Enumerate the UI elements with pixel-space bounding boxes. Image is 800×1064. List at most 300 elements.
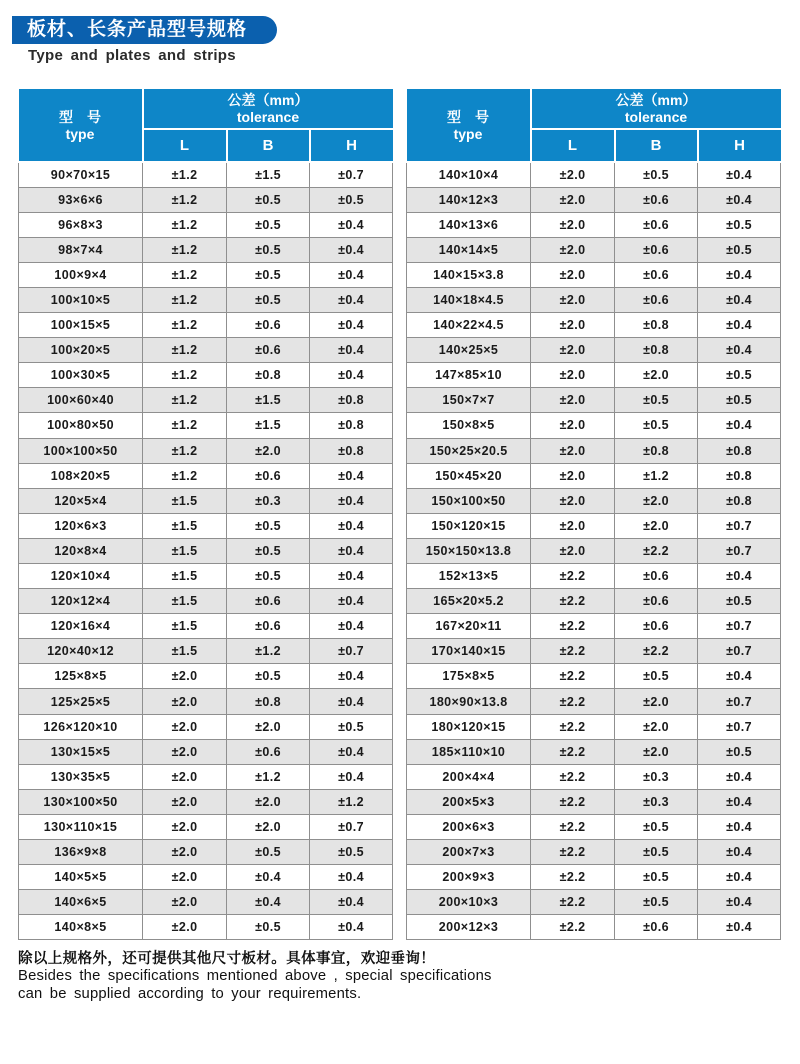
model-cell: 200×4×4	[407, 764, 531, 789]
model-cell: 150×150×13.8	[407, 538, 531, 563]
table-row	[407, 564, 781, 589]
tolerance-cell: ±1.5	[143, 639, 227, 664]
tolerance-cell: ±0.5	[227, 538, 310, 563]
tolerance-cell: ±2.0	[531, 463, 615, 488]
tolerance-cell: ±1.5	[227, 388, 310, 413]
table-row	[407, 614, 781, 639]
model-cell: 150×8×5	[407, 413, 531, 438]
tolerance-cell: ±2.0	[615, 714, 698, 739]
model-cell: 175×8×5	[407, 664, 531, 689]
model-cell: 185×110×10	[407, 739, 531, 764]
header-cell-tolerance	[143, 89, 393, 129]
tolerance-cell: ±2.0	[615, 363, 698, 388]
table-row	[19, 438, 393, 463]
tolerance-cell: ±2.0	[531, 338, 615, 363]
table-row	[19, 865, 393, 890]
table-row	[407, 840, 781, 865]
tolerance-cell: ±0.8	[310, 438, 393, 463]
model-cell: 150×45×20	[407, 463, 531, 488]
table-row	[19, 287, 393, 312]
model-cell: 200×6×3	[407, 814, 531, 839]
tolerance-cell: ±0.4	[698, 764, 781, 789]
header-type-zh: 型 号	[59, 108, 101, 125]
table-row	[407, 639, 781, 664]
model-cell: 93×6×6	[19, 187, 143, 212]
tolerance-cell: ±0.4	[310, 313, 393, 338]
table-row	[19, 338, 393, 363]
model-cell: 100×80×50	[19, 413, 143, 438]
tolerance-cell: ±2.2	[531, 789, 615, 814]
tolerance-cell: ±1.2	[143, 187, 227, 212]
tolerance-cell: ±2.2	[615, 538, 698, 563]
model-cell: 130×110×15	[19, 814, 143, 839]
tolerance-cell: ±0.4	[698, 187, 781, 212]
table-row	[19, 488, 393, 513]
tolerance-cell: ±2.0	[531, 363, 615, 388]
tolerance-cell: ±0.4	[310, 589, 393, 614]
table-row	[19, 589, 393, 614]
spec-table-left	[18, 89, 393, 940]
tolerance-cell: ±0.4	[310, 262, 393, 287]
table-row	[19, 538, 393, 563]
model-cell: 140×10×4	[407, 162, 531, 187]
tolerance-cell: ±1.2	[143, 237, 227, 262]
tolerance-cell: ±2.2	[531, 739, 615, 764]
tolerance-cell: ±0.5	[227, 664, 310, 689]
model-cell: 150×120×15	[407, 513, 531, 538]
tolerance-cell: ±0.7	[698, 689, 781, 714]
tolerance-cell: ±1.5	[143, 564, 227, 589]
tolerance-cell: ±1.2	[143, 162, 227, 187]
tolerance-cell: ±1.2	[143, 262, 227, 287]
table-row	[19, 237, 393, 262]
tolerance-cell: ±0.8	[310, 388, 393, 413]
tolerance-cell: ±2.0	[615, 513, 698, 538]
table-row	[407, 865, 781, 890]
tolerance-cell: ±0.5	[698, 739, 781, 764]
tolerance-cell: ±0.8	[698, 488, 781, 513]
footer-note-en-line1: Besides the specifications mentioned above , special specifications	[18, 968, 492, 985]
model-cell: 147×85×10	[407, 363, 531, 388]
model-cell: 140×6×5	[19, 890, 143, 915]
model-cell: 170×140×15	[407, 639, 531, 664]
tolerance-cell: ±0.7	[310, 639, 393, 664]
tolerance-cell: ±2.0	[531, 413, 615, 438]
table-row	[407, 739, 781, 764]
tolerance-cell: ±0.4	[310, 287, 393, 312]
tolerance-cell: ±2.0	[615, 488, 698, 513]
tolerance-cell: ±0.8	[615, 313, 698, 338]
tolerance-cell: ±0.8	[227, 363, 310, 388]
tolerance-cell: ±0.5	[310, 187, 393, 212]
table-row	[19, 890, 393, 915]
tolerance-cell: ±0.5	[698, 589, 781, 614]
tolerance-cell: ±0.4	[698, 865, 781, 890]
table-row	[19, 313, 393, 338]
table-row	[407, 915, 781, 940]
model-cell: 200×7×3	[407, 840, 531, 865]
table-header	[407, 89, 781, 162]
table-row	[19, 388, 393, 413]
tolerance-cell: ±2.0	[531, 262, 615, 287]
model-cell: 140×8×5	[19, 915, 143, 940]
tolerance-cell: ±1.2	[143, 338, 227, 363]
model-cell: 200×9×3	[407, 865, 531, 890]
spec-table-right	[406, 89, 781, 940]
model-cell: 100×9×4	[19, 262, 143, 287]
tolerance-cell: ±0.8	[615, 438, 698, 463]
tolerance-cell: ±2.0	[143, 915, 227, 940]
tolerance-cell: ±0.6	[615, 237, 698, 262]
tolerance-cell: ±1.5	[143, 488, 227, 513]
table-body-left	[19, 162, 393, 940]
tolerance-cell: ±2.0	[143, 789, 227, 814]
table-row	[19, 413, 393, 438]
tolerance-cell: ±0.6	[615, 915, 698, 940]
tolerance-cell: ±1.5	[227, 162, 310, 187]
tolerance-cell: ±0.7	[698, 639, 781, 664]
model-cell: 100×100×50	[19, 438, 143, 463]
tolerance-cell: ±0.8	[698, 438, 781, 463]
tolerance-cell: ±0.4	[310, 488, 393, 513]
header-cell-H: H	[310, 129, 393, 162]
header-type-zh: 型 号	[447, 108, 490, 125]
tolerance-cell: ±1.2	[143, 363, 227, 388]
header-cell-type	[407, 89, 531, 162]
tolerance-cell: ±0.5	[615, 814, 698, 839]
model-cell: 140×13×6	[407, 212, 531, 237]
table-row	[19, 764, 393, 789]
page-subtitle: Type and plates and strips	[28, 47, 236, 64]
table-row	[407, 212, 781, 237]
tolerance-cell: ±2.0	[531, 237, 615, 262]
tolerance-cell: ±0.3	[615, 789, 698, 814]
model-cell: 150×25×20.5	[407, 438, 531, 463]
model-cell: 140×25×5	[407, 338, 531, 363]
table-row	[19, 664, 393, 689]
tolerance-cell: ±1.2	[227, 639, 310, 664]
tolerance-cell: ±1.2	[143, 413, 227, 438]
header-cell-B: B	[227, 129, 310, 162]
page-title: 板材、长条产品型号规格	[27, 19, 248, 40]
header-type-en: type	[65, 125, 95, 142]
tolerance-cell: ±2.2	[531, 890, 615, 915]
tolerance-cell: ±0.5	[227, 840, 310, 865]
tolerance-cell: ±1.2	[143, 463, 227, 488]
tolerance-cell: ±0.6	[227, 589, 310, 614]
model-cell: 140×18×4.5	[407, 287, 531, 312]
model-cell: 150×7×7	[407, 388, 531, 413]
model-cell: 140×5×5	[19, 865, 143, 890]
tolerance-cell: ±2.0	[143, 714, 227, 739]
tolerance-cell: ±0.5	[227, 262, 310, 287]
table-row	[407, 689, 781, 714]
table-header	[19, 89, 393, 162]
tolerance-cell: ±1.2	[143, 388, 227, 413]
table-row	[407, 538, 781, 563]
model-cell: 125×25×5	[19, 689, 143, 714]
tolerance-cell: ±2.0	[227, 814, 310, 839]
tolerance-cell: ±0.4	[310, 664, 393, 689]
tolerance-cell: ±0.4	[310, 739, 393, 764]
tolerance-cell: ±2.0	[143, 739, 227, 764]
header-tolerance-zh: 公差（mm）	[227, 92, 309, 108]
tolerance-cell: ±0.3	[615, 764, 698, 789]
table-row	[19, 513, 393, 538]
table-row	[407, 438, 781, 463]
table-row	[407, 814, 781, 839]
tolerance-cell: ±1.2	[227, 764, 310, 789]
tolerance-cell: ±0.6	[615, 212, 698, 237]
table-row	[19, 789, 393, 814]
model-cell: 140×14×5	[407, 237, 531, 262]
table-body-right	[407, 162, 781, 940]
header-tolerance-en: tolerance	[624, 109, 688, 125]
tolerance-cell: ±0.4	[698, 789, 781, 814]
footer-note-zh: 除以上规格外，还可提供其他尺寸板材。具体事宜，欢迎垂询！	[18, 951, 436, 968]
model-cell: 140×15×3.8	[407, 262, 531, 287]
tolerance-cell: ±2.0	[531, 388, 615, 413]
model-cell: 100×10×5	[19, 287, 143, 312]
tolerance-cell: ±2.0	[143, 664, 227, 689]
table-row	[407, 162, 781, 187]
tolerance-cell: ±1.2	[615, 463, 698, 488]
header-tolerance-en: tolerance	[236, 109, 300, 125]
tolerance-cell: ±0.7	[310, 814, 393, 839]
table-row	[407, 789, 781, 814]
tolerance-cell: ±0.5	[310, 840, 393, 865]
tolerance-cell: ±0.4	[310, 212, 393, 237]
tolerance-cell: ±0.4	[310, 890, 393, 915]
tolerance-cell: ±0.5	[310, 714, 393, 739]
tolerance-cell: ±0.8	[227, 689, 310, 714]
tolerance-cell: ±2.0	[227, 789, 310, 814]
tolerance-cell: ±2.0	[143, 840, 227, 865]
tolerance-cell: ±1.5	[143, 614, 227, 639]
model-cell: 96×8×3	[19, 212, 143, 237]
tolerance-cell: ±2.0	[615, 689, 698, 714]
tolerance-cell: ±2.2	[531, 764, 615, 789]
tolerance-cell: ±0.6	[615, 187, 698, 212]
tolerance-cell: ±2.2	[531, 840, 615, 865]
table-row	[19, 714, 393, 739]
tolerance-cell: ±2.0	[143, 764, 227, 789]
table-row	[19, 162, 393, 187]
tolerance-cell: ±0.5	[227, 187, 310, 212]
table-row	[407, 890, 781, 915]
model-cell: 98×7×4	[19, 237, 143, 262]
tolerance-cell: ±2.0	[531, 187, 615, 212]
tolerance-cell: ±2.2	[531, 614, 615, 639]
table-row	[19, 915, 393, 940]
tolerance-cell: ±2.2	[531, 564, 615, 589]
table-row	[407, 287, 781, 312]
tolerance-cell: ±2.2	[531, 664, 615, 689]
tolerance-cell: ±1.2	[143, 438, 227, 463]
tolerance-cell: ±1.2	[310, 789, 393, 814]
model-cell: 100×15×5	[19, 313, 143, 338]
tolerance-cell: ±0.4	[310, 513, 393, 538]
tolerance-cell: ±0.4	[227, 865, 310, 890]
tolerance-cell: ±0.4	[698, 162, 781, 187]
tolerance-cell: ±0.4	[310, 237, 393, 262]
tolerance-cell: ±1.5	[143, 513, 227, 538]
table-row	[19, 463, 393, 488]
tolerance-cell: ±0.5	[615, 664, 698, 689]
tolerance-cell: ±2.0	[143, 865, 227, 890]
tolerance-cell: ±2.2	[531, 814, 615, 839]
model-cell: 130×35×5	[19, 764, 143, 789]
tolerance-cell: ±0.4	[698, 287, 781, 312]
tolerance-cell: ±0.4	[698, 413, 781, 438]
tolerance-cell: ±0.6	[227, 614, 310, 639]
tolerance-cell: ±2.0	[615, 739, 698, 764]
tolerance-cell: ±0.4	[698, 840, 781, 865]
table-row	[407, 513, 781, 538]
header-cell-B: B	[615, 129, 698, 162]
header-cell-tolerance	[531, 89, 781, 129]
footer-note	[18, 951, 782, 1003]
tolerance-cell: ±2.0	[531, 438, 615, 463]
header-cell-H: H	[698, 129, 781, 162]
tolerance-cell: ±0.8	[310, 413, 393, 438]
tolerance-cell: ±0.6	[615, 614, 698, 639]
model-cell: 140×22×4.5	[407, 313, 531, 338]
model-cell: 100×20×5	[19, 338, 143, 363]
tolerance-cell: ±0.7	[698, 513, 781, 538]
table-row	[19, 840, 393, 865]
tolerance-cell: ±0.5	[698, 363, 781, 388]
tolerance-cell: ±0.5	[615, 840, 698, 865]
tolerance-cell: ±0.4	[310, 915, 393, 940]
model-cell: 180×90×13.8	[407, 689, 531, 714]
tolerance-cell: ±2.0	[143, 814, 227, 839]
tolerance-cell: ±1.5	[227, 413, 310, 438]
model-cell: 120×12×4	[19, 589, 143, 614]
model-cell: 200×5×3	[407, 789, 531, 814]
tolerance-cell: ±0.4	[698, 890, 781, 915]
tolerance-cell: ±0.5	[698, 212, 781, 237]
tolerance-cell: ±0.5	[227, 915, 310, 940]
table-row	[407, 463, 781, 488]
tolerance-cell: ±2.2	[531, 639, 615, 664]
header-cell-L: L	[143, 129, 227, 162]
model-cell: 167×20×11	[407, 614, 531, 639]
model-cell: 180×120×15	[407, 714, 531, 739]
header-cell-L: L	[531, 129, 615, 162]
table-row	[407, 262, 781, 287]
tolerance-cell: ±0.4	[310, 538, 393, 563]
model-cell: 130×15×5	[19, 739, 143, 764]
table-row	[407, 313, 781, 338]
model-cell: 200×10×3	[407, 890, 531, 915]
model-cell: 200×12×3	[407, 915, 531, 940]
tolerance-cell: ±2.2	[531, 689, 615, 714]
table-row	[407, 338, 781, 363]
tolerance-cell: ±2.0	[531, 212, 615, 237]
tolerance-cell: ±1.2	[143, 287, 227, 312]
tolerance-cell: ±0.5	[227, 513, 310, 538]
tolerance-cell: ±0.4	[310, 689, 393, 714]
tolerance-cell: ±0.4	[310, 564, 393, 589]
table-row	[407, 714, 781, 739]
tolerance-cell: ±0.6	[615, 589, 698, 614]
tolerance-cell: ±2.2	[531, 589, 615, 614]
tolerance-cell: ±0.4	[698, 915, 781, 940]
tolerance-cell: ±0.7	[698, 614, 781, 639]
tolerance-cell: ±2.0	[227, 438, 310, 463]
table-row	[19, 212, 393, 237]
tolerance-cell: ±0.5	[615, 865, 698, 890]
model-cell: 130×100×50	[19, 789, 143, 814]
model-cell: 120×6×3	[19, 513, 143, 538]
tolerance-cell: ±0.7	[698, 538, 781, 563]
tolerance-cell: ±0.5	[615, 413, 698, 438]
table-row	[407, 187, 781, 212]
model-cell: 120×16×4	[19, 614, 143, 639]
table-row	[19, 739, 393, 764]
tolerance-cell: ±0.4	[698, 313, 781, 338]
tolerance-cell: ±0.4	[227, 890, 310, 915]
tolerance-cell: ±0.6	[227, 313, 310, 338]
tolerance-cell: ±2.0	[531, 313, 615, 338]
tolerance-cell: ±2.0	[227, 714, 310, 739]
table-row	[407, 488, 781, 513]
tolerance-cell: ±2.0	[143, 689, 227, 714]
footer-note-en-line2: can be supplied according to your requirements.	[18, 985, 362, 1002]
table-row	[407, 413, 781, 438]
header-type-en: type	[453, 125, 483, 142]
table-row	[19, 814, 393, 839]
header-cell-type	[19, 89, 143, 162]
table-row	[19, 639, 393, 664]
model-cell: 120×5×4	[19, 488, 143, 513]
model-cell: 126×120×10	[19, 714, 143, 739]
table-row	[19, 262, 393, 287]
table-row	[407, 589, 781, 614]
tolerance-cell: ±0.5	[698, 388, 781, 413]
tolerance-cell: ±0.5	[227, 237, 310, 262]
model-cell: 136×9×8	[19, 840, 143, 865]
tolerance-cell: ±0.4	[698, 262, 781, 287]
tolerance-cell: ±0.4	[698, 564, 781, 589]
tolerance-cell: ±0.4	[310, 865, 393, 890]
tolerance-cell: ±0.5	[615, 890, 698, 915]
tolerance-cell: ±2.0	[531, 162, 615, 187]
table-row	[407, 388, 781, 413]
model-cell: 108×20×5	[19, 463, 143, 488]
tolerance-cell: ±0.4	[310, 363, 393, 388]
tolerance-cell: ±0.4	[698, 814, 781, 839]
tolerance-cell: ±2.0	[531, 538, 615, 563]
tolerance-cell: ±0.4	[310, 764, 393, 789]
page-title-banner	[12, 16, 277, 44]
tolerance-cell: ±0.4	[698, 338, 781, 363]
tolerance-cell: ±0.5	[615, 388, 698, 413]
tolerance-cell: ±1.2	[143, 212, 227, 237]
tolerance-cell: ±2.2	[531, 865, 615, 890]
spec-tables-container	[18, 89, 782, 940]
table-row	[19, 564, 393, 589]
tolerance-cell: ±0.6	[227, 338, 310, 363]
table-row	[19, 363, 393, 388]
tolerance-cell: ±0.6	[227, 463, 310, 488]
tolerance-cell: ±1.5	[143, 538, 227, 563]
tolerance-cell: ±0.5	[698, 237, 781, 262]
tolerance-cell: ±0.6	[615, 564, 698, 589]
tolerance-cell: ±0.5	[227, 212, 310, 237]
tolerance-cell: ±1.5	[143, 589, 227, 614]
